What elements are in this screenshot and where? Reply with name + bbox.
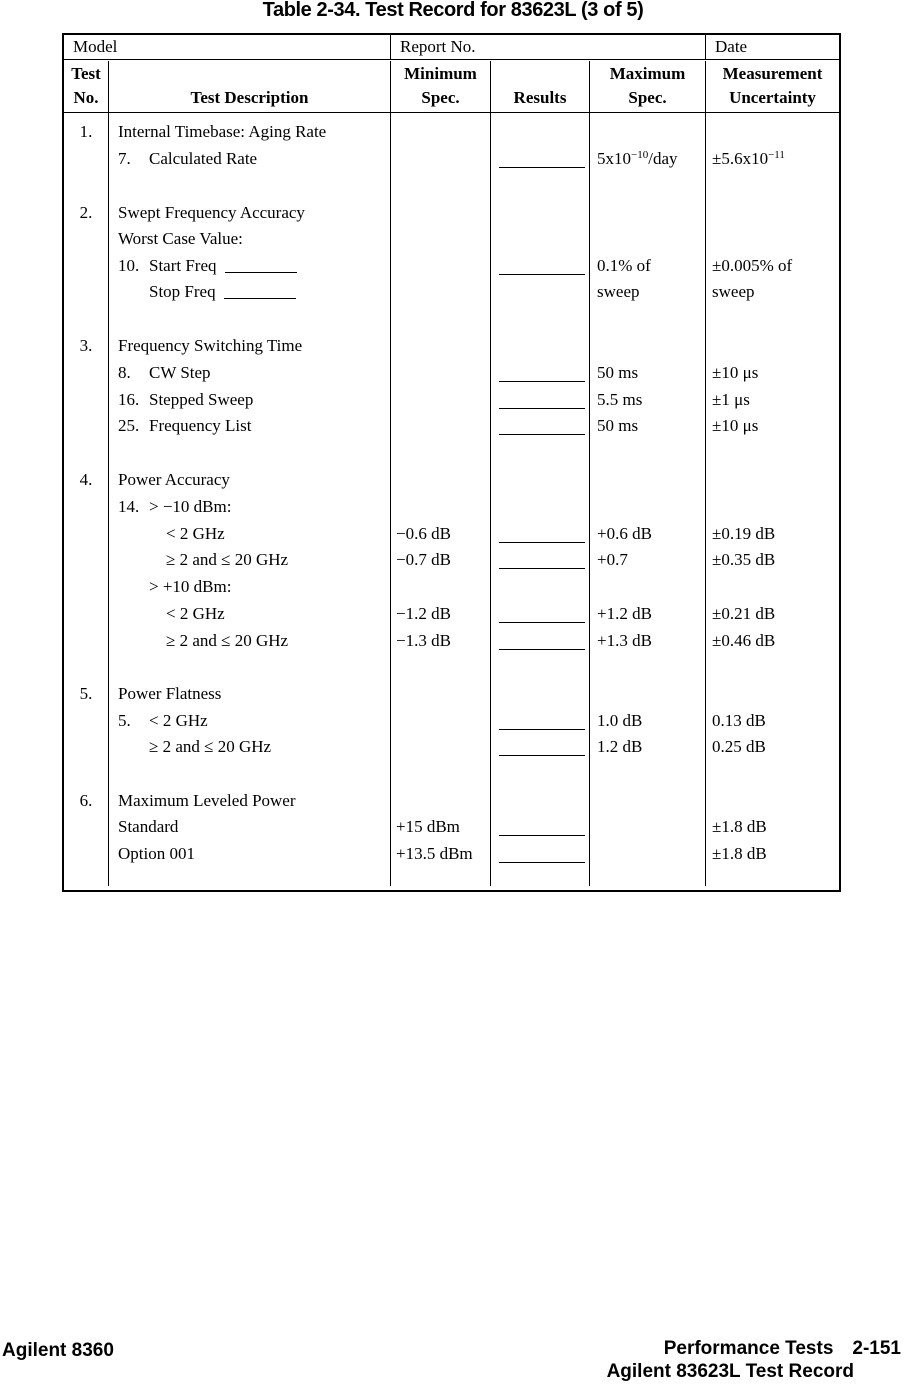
footer-page-number: 2-151 — [852, 1338, 901, 1359]
table-row — [64, 494, 839, 520]
test-description-text: Power Flatness — [118, 684, 222, 703]
footer-section-page — [664, 1339, 901, 1359]
column-header-row — [64, 61, 839, 113]
uncertainty-value: ±1 μs — [712, 390, 750, 409]
results-blank-line — [499, 274, 585, 275]
maximum-spec-value: 0.1% of — [597, 256, 651, 275]
test-number: 1. — [79, 122, 93, 141]
uncertainty-value: 0.13 dB — [712, 711, 766, 730]
header-results: Results — [490, 61, 589, 112]
uncertainty-value: ±1.8 dB — [712, 844, 767, 863]
test-description-text: Calculated Rate — [149, 149, 258, 168]
header-test-no: Test No. — [71, 63, 101, 107]
uncertainty-value: ±1.8 dB — [712, 817, 767, 836]
table-row — [64, 574, 839, 600]
step-number: 14. — [118, 497, 140, 516]
fill-in-blank-line — [224, 286, 296, 299]
test-description-text: Swept Frequency Accuracy — [118, 203, 305, 222]
fill-in-blank-line — [225, 260, 297, 273]
table-row — [64, 360, 839, 386]
test-number: 3. — [79, 336, 93, 355]
footer-document-title: Agilent 83623L Test Record — [606, 1361, 854, 1382]
test-description-text: Frequency Switching Time — [118, 336, 303, 355]
minimum-spec-value: −1.3 dB — [396, 631, 451, 650]
test-number: 2. — [79, 203, 93, 222]
test-description-text: ≥ 2 and ≤ 20 GHz — [149, 737, 272, 756]
uncertainty-value: sweep — [712, 282, 755, 301]
results-blank-line — [499, 167, 585, 168]
results-blank-line — [499, 408, 585, 409]
results-blank-line — [499, 568, 585, 569]
table-row — [64, 547, 839, 573]
report-no-cell: Report No. — [390, 35, 705, 59]
uncertainty-value: $\pm 5.6x10^{-11}$ — [712, 149, 785, 168]
table-row — [64, 841, 839, 867]
test-record-table — [62, 33, 841, 892]
uncertainty-value: 0.25 dB — [712, 737, 766, 756]
maximum-spec-value: +1.3 dB — [597, 631, 652, 650]
table-row — [64, 200, 839, 226]
test-number: 5. — [79, 684, 93, 703]
minimum-spec-value: +13.5 dBm — [396, 844, 473, 863]
minimum-spec-value: −1.2 dB — [396, 604, 451, 623]
step-number: 25. — [118, 416, 140, 435]
header-measurement-uncertainty: Measurement Uncertainty — [705, 61, 839, 112]
test-description-text: Standard — [118, 817, 179, 836]
table-row — [64, 413, 839, 439]
results-blank-line — [499, 434, 585, 435]
table-body — [64, 113, 839, 886]
uncertainty-value: ±0.21 dB — [712, 604, 776, 623]
maximum-spec-value: 50 ms — [597, 363, 639, 382]
table-row — [64, 333, 839, 359]
uncertainty-value: ±10 μs — [712, 363, 759, 382]
maximum-spec-value: +0.7 — [597, 550, 628, 569]
header-maximum-spec: Maximum Spec. — [589, 61, 705, 112]
results-blank-line — [499, 649, 585, 650]
table-row — [64, 708, 839, 734]
test-description-text: Start Freq — [149, 253, 297, 279]
header-minimum-spec: Minimum Spec. — [390, 61, 490, 112]
results-blank-line — [499, 862, 585, 863]
uncertainty-value: ±0.46 dB — [712, 631, 776, 650]
step-number: 5. — [118, 711, 131, 730]
table-row — [64, 279, 839, 305]
test-description-text: Internal Timebase: Aging Rate — [118, 122, 327, 141]
model-cell: Model — [73, 37, 118, 56]
minimum-spec-value: −0.7 dB — [396, 550, 451, 569]
table-row — [64, 681, 839, 707]
table-row — [64, 601, 839, 627]
test-description-text: ≥ 2 and ≤ 20 GHz — [166, 550, 289, 569]
test-description-text: Power Accuracy — [118, 470, 230, 489]
date-cell: Date — [705, 35, 839, 59]
step-number: 8. — [118, 363, 131, 382]
table-row — [64, 146, 839, 172]
test-description-text: < 2 GHz — [166, 604, 225, 623]
maximum-spec-value: 50 ms — [597, 416, 639, 435]
info-row — [64, 35, 839, 60]
table-row — [64, 788, 839, 814]
maximum-spec-value: +0.6 dB — [597, 524, 652, 543]
table-row — [64, 814, 839, 840]
results-blank-line — [499, 542, 585, 543]
test-description-text: > +10 dBm: — [149, 577, 232, 596]
test-description-text: Maximum Leveled Power — [118, 791, 296, 810]
table-row — [64, 628, 839, 654]
maximum-spec-value: 1.2 dB — [597, 737, 643, 756]
minimum-spec-value: −0.6 dB — [396, 524, 451, 543]
results-blank-line — [499, 755, 585, 756]
step-number: 16. — [118, 390, 140, 409]
results-blank-line — [499, 622, 585, 623]
maximum-spec-value: 5.5 ms — [597, 390, 643, 409]
test-description-text: < 2 GHz — [166, 524, 225, 543]
minimum-spec-value: +15 dBm — [396, 817, 460, 836]
maximum-spec-value: $5x10^{-10}$/day — [597, 149, 678, 168]
test-description-text: Stepped Sweep — [149, 390, 254, 409]
maximum-spec-value: +1.2 dB — [597, 604, 652, 623]
test-description-text: Stop Freq — [149, 279, 296, 305]
test-number: 4. — [79, 470, 93, 489]
table-row — [64, 467, 839, 493]
results-blank-line — [499, 835, 585, 836]
maximum-spec-value: 1.0 dB — [597, 711, 643, 730]
step-number: 10. — [118, 256, 140, 275]
results-blank-line — [499, 729, 585, 730]
maximum-spec-value: sweep — [597, 282, 640, 301]
footer-section-title: Performance Tests — [663, 1338, 834, 1359]
test-description-text: Option 001 — [118, 844, 195, 863]
table-row — [64, 226, 839, 252]
test-description-text: > −10 dBm: — [149, 497, 232, 516]
step-number: 7. — [118, 149, 131, 168]
table-row — [64, 521, 839, 547]
uncertainty-value: ±10 μs — [712, 416, 759, 435]
footer-model-name: Agilent 8360 — [2, 1340, 114, 1361]
test-description-text: Frequency List — [149, 416, 252, 435]
table-row — [64, 734, 839, 760]
results-blank-line — [499, 381, 585, 382]
test-description-text: ≥ 2 and ≤ 20 GHz — [166, 631, 289, 650]
table-row — [64, 119, 839, 145]
uncertainty-value: ±0.005% of — [712, 256, 793, 275]
test-description-text: CW Step — [149, 363, 211, 382]
test-number: 6. — [79, 791, 93, 810]
header-test-description: Test Description — [108, 61, 390, 112]
uncertainty-value: ±0.19 dB — [712, 524, 776, 543]
table-title: Table 2-34. Test Record for 83623L (3 of 5) — [262, 0, 644, 21]
table-row — [64, 387, 839, 413]
test-description-text: < 2 GHz — [149, 711, 208, 730]
uncertainty-value: ±0.35 dB — [712, 550, 776, 569]
table-row — [64, 253, 839, 279]
test-description-text: Worst Case Value: — [118, 229, 243, 248]
